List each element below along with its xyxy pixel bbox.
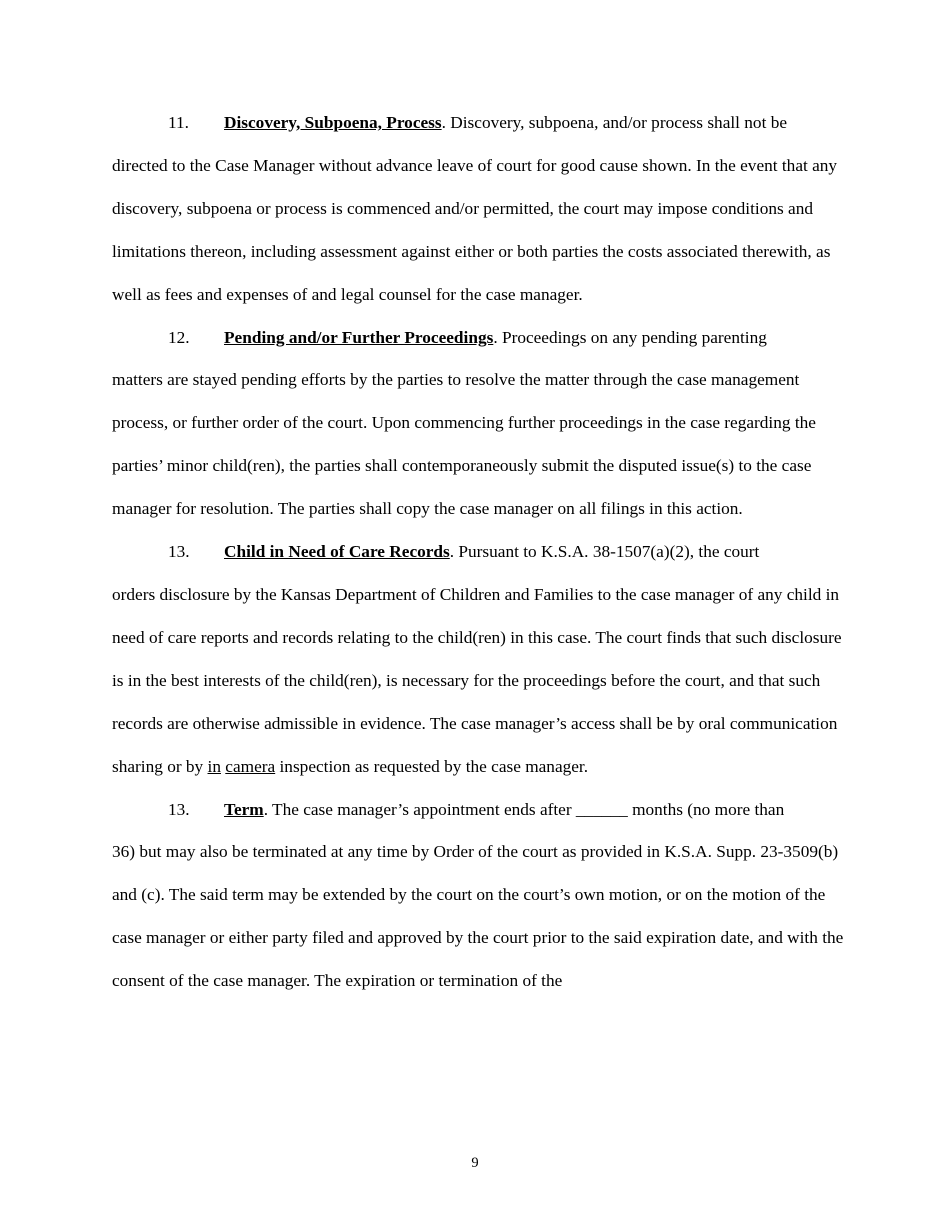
section-11 <box>112 102 852 317</box>
section-12 <box>112 317 852 532</box>
section-12-first-line <box>112 317 852 360</box>
section-number: 13. <box>168 542 190 562</box>
section-body-text: 36) but may also be terminated at any time by Order of the court as provided in K.S.A. Supp. 23-3509(b) and (c). The said term may be extended by the court on the court’s own motion, or on the motion of the case manager or either party filed and approved by the court prior to the said expiration date, and with the consent of the case manager. The expiration or termination of the <box>112 842 844 991</box>
section-13-first-line <box>112 531 852 574</box>
section-11-first-line <box>112 102 852 145</box>
section-first-line-text: . The case manager’s appointment ends after ______ months (no more than <box>263 799 785 819</box>
section-heading: Discovery, Subpoena, Process <box>224 113 442 132</box>
document-body <box>112 102 852 1003</box>
section-13-records <box>112 531 852 788</box>
underlined-camera: camera <box>225 756 276 776</box>
section-body-text-end: inspection as requested by the case manager. <box>275 756 589 776</box>
page-number: 9 <box>471 1155 479 1171</box>
section-number: 13. <box>168 799 190 819</box>
section-heading: Pending and/or Further Proceedings <box>224 327 494 347</box>
section-body-text: matters are stayed pending efforts by the parties to resolve the matter through the case management process, or further order of the court. Upon commencing further proceedings in the case regarding the parties’ minor child(ren), the parties shall contemporaneously submit the disputed issue(s) to the case manager for resolution. The parties shall copy the case manager on all filings in this action. <box>112 370 816 519</box>
section-13-term-first-line <box>112 789 852 832</box>
section-body-text: directed to the Case Manager without advance leave of court for good cause shown. In the event that any discovery, subpoena or process is commenced and/or permitted, the court may impose conditions and limitations thereon, including assessment against either or both parties the costs associated therewith, as well as fees and expenses of and legal counsel for the case manager. <box>112 155 838 304</box>
section-heading: Term <box>224 799 264 819</box>
section-heading: Child in Need of Care Records <box>224 542 450 562</box>
section-number: 12. <box>168 327 190 347</box>
section-number: 11. <box>168 113 189 132</box>
section-13-term <box>112 789 852 1004</box>
section-first-line-text: . Pursuant to K.S.A. 38-1507(a)(2), the court <box>449 542 760 562</box>
section-first-line-text: . Discovery, subpoena, and/or process shall not be <box>441 113 788 132</box>
section-first-line-text: . Proceedings on any pending parenting <box>493 327 767 347</box>
underlined-in: in <box>207 756 221 776</box>
section-body-text: orders disclosure by the Kansas Department of Children and Families to the case manager of any child in need of care reports and records relating to the child(ren) in this case. The court finds that such disclosure is in the best interests of the child(ren), is necessary for the proceedings before the court, and that such records are otherwise admissible in evidence. The case manager’s access shall be by oral communication sharing or by <box>112 584 842 776</box>
